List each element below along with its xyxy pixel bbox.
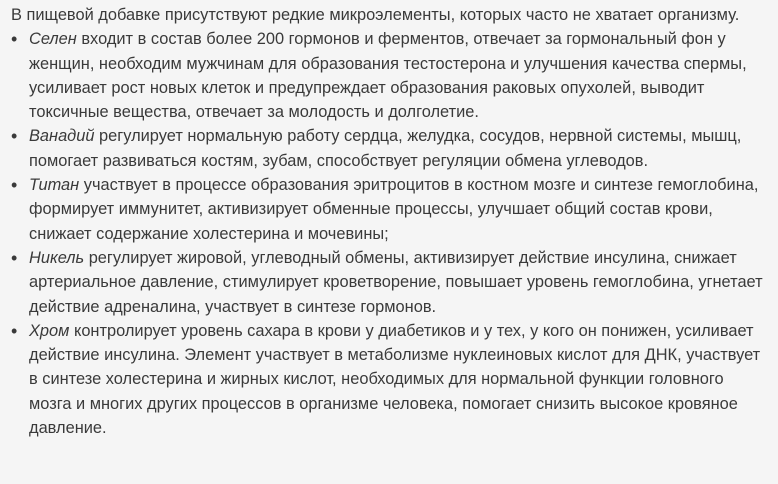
element-term: Титан xyxy=(29,176,80,195)
bullet-icon: • xyxy=(11,320,18,341)
element-description: входит в состав более 200 гормонов и ферментов, отвечает за гормональный фон у женщин, необходим мужчинам для образования тестостерона и улучшения качества спермы, усиливает рост новых клеток и предупреждает образования раковых опухолей, выводит токсичные вещества, отвечает за молодость и долголетие. xyxy=(29,30,747,122)
bullet-icon: • xyxy=(11,175,18,196)
element-term: Ванадий xyxy=(29,127,95,146)
intro-paragraph: В пищевой добавке присутствуют редкие микроэлементы, которых часто не хватает организму. xyxy=(11,6,740,24)
element-term: Селен xyxy=(29,30,77,49)
element-description: контролирует уровень сахара в крови у диабетиков и у тех, у кого он понижен, усиливает действие инсулина. Элемент участвует в метаболизме нуклеиновых кислот для ДНК, участвует в синтезе холестерина и жирных кислот, необходимых для нормальной функции головного мозга и многих других процессов в организме человека, помогает снизить высокое кровяное давление. xyxy=(29,321,761,438)
element-term: Никель xyxy=(29,248,85,267)
bullet-icon: • xyxy=(11,126,18,147)
list-item-chromium xyxy=(11,319,766,440)
element-description: участвует в процессе образования эритроцитов в костном мозге и синтезе гемоглобина, формирует иммунитет, активизирует обменные процессы, улучшает общий состав крови, снижает содержание холестерина и мочевины; xyxy=(29,176,759,243)
element-description: регулирует нормальную работу сердца, желудка, сосудов, нервной системы, мышц, помогает развиваться костям, зубам, способствует регуляции обмена углеводов. xyxy=(29,127,742,170)
list-item-nickel xyxy=(11,246,766,319)
list-item-selenium xyxy=(11,27,766,124)
list-item-titanium xyxy=(11,173,766,246)
bullet-icon: • xyxy=(11,247,18,268)
element-description: регулирует жировой, углеводный обмены, активизирует действие инсулина, снижает артериальное давление, стимулирует кроветворение, повышает уровень гемоглобина, угнетает действие адреналина, участвует в синтезе гормонов. xyxy=(29,248,763,316)
list-item-vanadium xyxy=(11,124,766,173)
microelements-list xyxy=(11,27,766,440)
bullet-icon: • xyxy=(11,29,18,50)
element-term: Хром xyxy=(29,321,70,340)
